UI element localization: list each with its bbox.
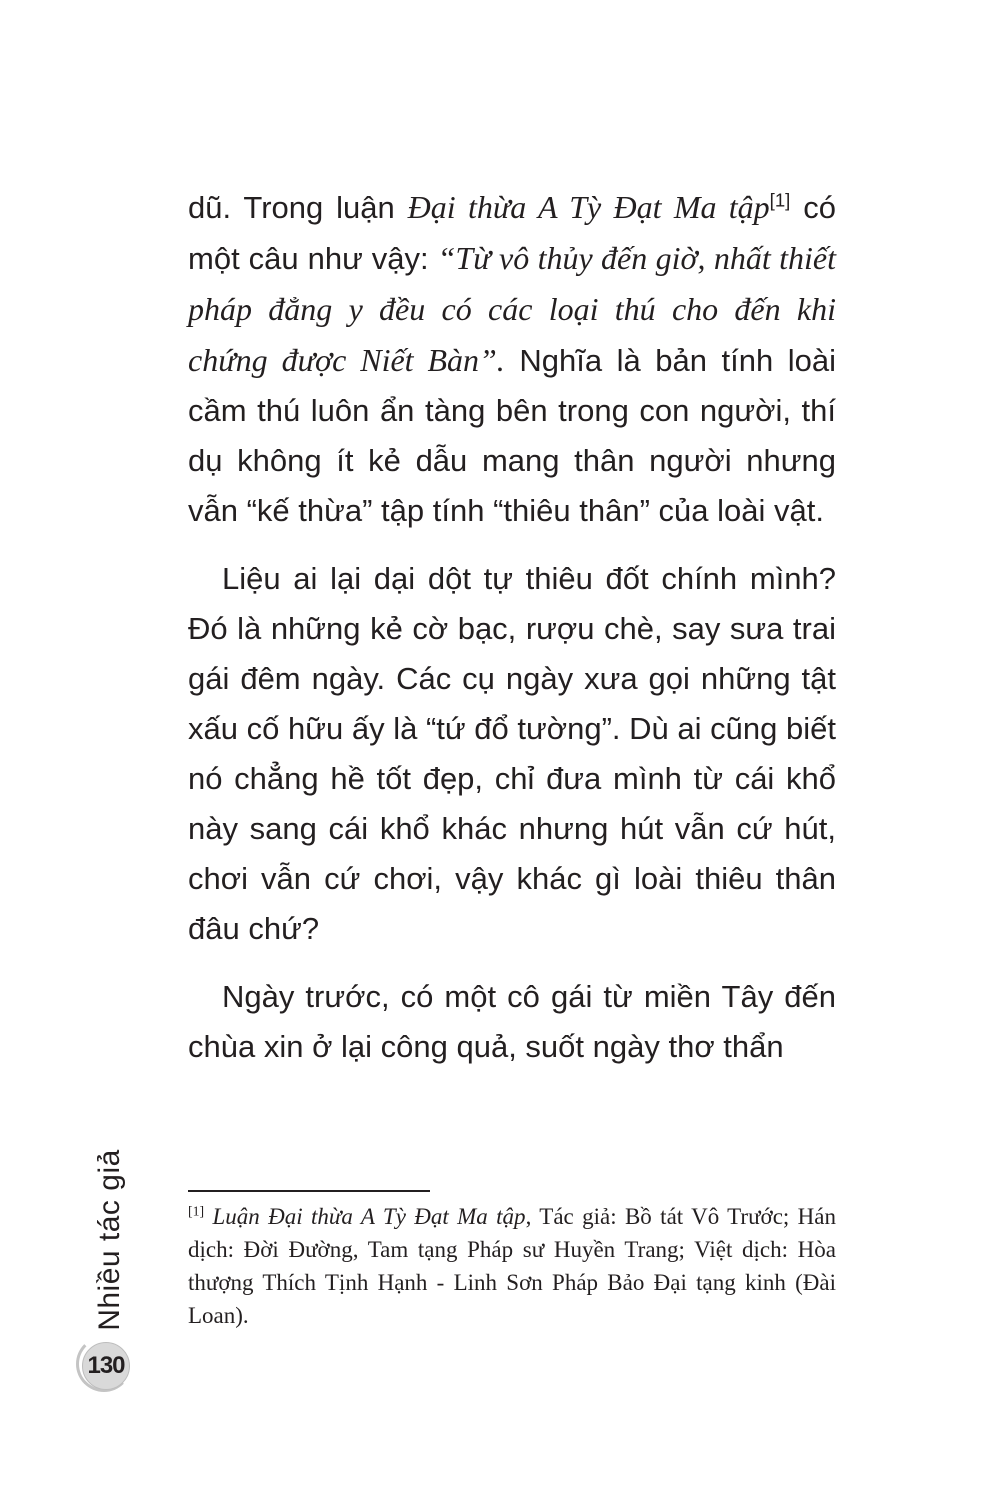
running-head-author: Nhiều tác giả bbox=[93, 1149, 126, 1331]
quotation-italic: “Từ vô thủy đến giờ, nhất thiết pháp đẳng y đều có các loại thú cho đến khi chứng được Niết Bàn”. bbox=[188, 240, 836, 378]
page-number: 130 bbox=[87, 1352, 125, 1379]
footnote-divider bbox=[188, 1190, 430, 1192]
paragraph-3: Ngày trước, có một cô gái từ miền Tây đến chùa xin ở lại công quả, suốt ngày thơ thẩn bbox=[188, 979, 836, 1064]
footnote bbox=[188, 1200, 836, 1332]
footnote-text: , Tác giả: Bồ tát Vô Trước; Hán dịch: Đời Đường, Tam tạng Pháp sư Huyền Trang; Việt dịch: Hòa thượng Thích Tịnh Hạnh - Linh Sơn Pháp Bảo Đại tạng kinh (Đài Loan). bbox=[188, 1204, 837, 1328]
paragraph-1-text-a: dũ. Trong luận bbox=[188, 190, 408, 225]
paragraph-1-text-c: Nghĩa là bản tính loài cầm thú luôn ẩn tàng bên trong con người, thí dụ không ít kẻ dẫu mang thân người nhưng vẫn “kế thừa” tập tính “thiêu thân” của loài vật. bbox=[188, 343, 836, 528]
page-number-badge bbox=[82, 1342, 130, 1390]
footnote-title: Luận Đại thừa A Tỳ Đạt Ma tập bbox=[212, 1204, 526, 1229]
paragraph-2: Liệu ai lại dại dột tự thiêu đốt chính mình? Đó là những kẻ cờ bạc, rượu chè, say sưa trai gái đêm ngày. Các cụ ngày xưa gọi những tật xấu cố hữu ấy là “tứ đổ tường”. Dù ai cũng biết nó chẳng hề tốt đẹp, chỉ đưa mình từ cái khổ này sang cái khổ khác nhưng hút vẫn cứ hút, chơi vẫn cứ chơi, vậy khác gì loài thiêu thân đâu chứ? bbox=[188, 561, 836, 946]
paragraph-1 bbox=[188, 182, 836, 536]
footnote-marker: [1] bbox=[188, 1203, 205, 1219]
paragraph-1-text-b: có một câu như vậy: bbox=[188, 190, 836, 276]
main-text bbox=[188, 182, 836, 1090]
footnote-reference[interactable]: [1] bbox=[769, 189, 791, 211]
book-title-italic: Đại thừa A Tỳ Đạt Ma tập bbox=[407, 189, 770, 225]
